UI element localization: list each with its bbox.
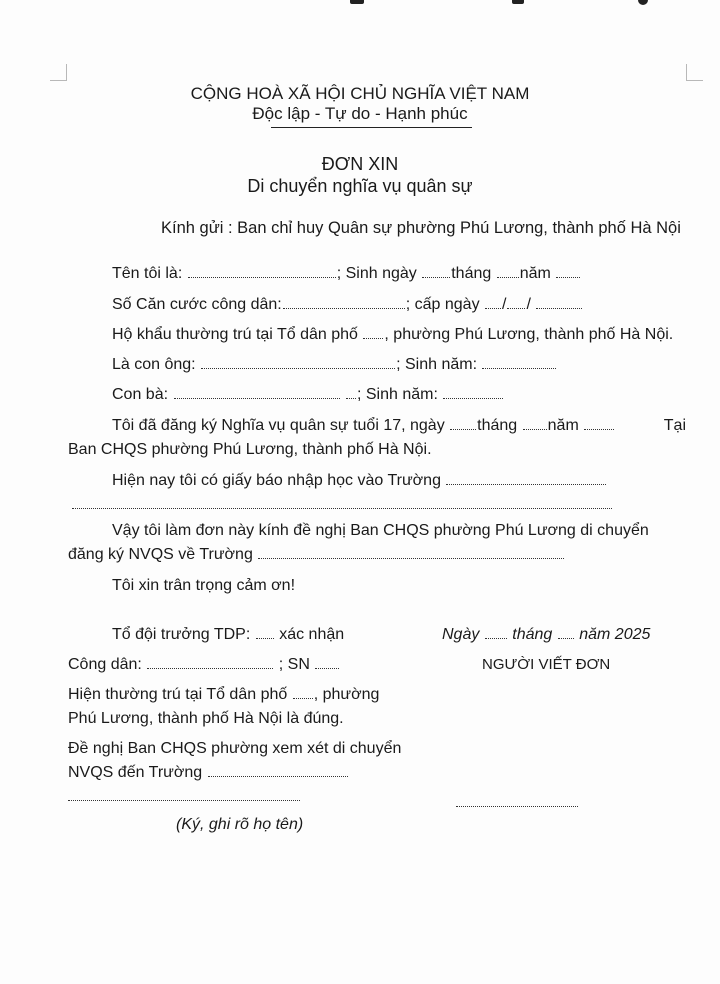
sn-label: ; SN [278, 656, 310, 673]
motto: Độc lập - Tự do - Hạnh phúc [252, 104, 468, 123]
residence-prefix: Hộ khẩu thường trú tại Tổ dân phố [112, 326, 358, 343]
confirm-label: xác nhận [279, 626, 345, 643]
form-subtitle: Di chuyển nghĩa vụ quân sự [247, 176, 473, 196]
confirm-residence-prefix: Hiện thường trú tại Tổ dân phố [68, 686, 288, 703]
request-line-2 [68, 546, 565, 564]
suggest-line-2 [68, 764, 349, 782]
suggest-line-2-text: NVQS đến Trường [68, 764, 203, 781]
admission-text: Hiện nay tôi có giấy báo nhập học vào Trường [112, 472, 441, 489]
crop-mark-left [50, 64, 67, 81]
recipient-line: Kính gửi : Ban chỉ huy Quân sự phường Phú Lương, thành phố Hà Nội [161, 219, 681, 237]
date-day-blank[interactable] [485, 637, 507, 639]
thanks-line: Tôi xin trân trọng cảm ơn! [112, 577, 296, 594]
national-title: CỘNG HOÀ XÃ HỘI CHỦ NGHĨA VIỆT NAM [190, 84, 530, 103]
dob-month-blank[interactable] [497, 276, 519, 278]
suggest-school-blank[interactable] [208, 775, 348, 777]
date-line [442, 626, 650, 644]
slash-2: / [526, 296, 531, 313]
registered-day-blank[interactable] [450, 428, 476, 430]
registered-month-blank[interactable] [523, 428, 547, 430]
mother-year-label: ; Sinh năm: [356, 386, 438, 403]
name-line [112, 265, 581, 283]
citizen-blank[interactable] [147, 667, 273, 669]
slash-1: / [502, 296, 507, 313]
father-year-blank[interactable] [482, 367, 556, 369]
sign-note: (Ký, ghi rõ họ tên) [176, 816, 304, 833]
confirm-residence-line-2: Phú Lương, thành phố Hà Nội là đúng. [68, 710, 344, 727]
citizen-line [68, 656, 340, 674]
top-edge-mark [350, 0, 364, 4]
admission-school-blank[interactable] [446, 483, 606, 485]
motto-underline [271, 127, 472, 128]
registered-line-2: Ban CHQS phường Phú Lương, thành phố Hà Nội. [68, 441, 432, 458]
father-label: Là con ông: [112, 356, 196, 373]
registered-line-1 [112, 417, 686, 435]
leader-blank[interactable] [256, 637, 274, 639]
id-blank[interactable] [283, 307, 405, 309]
issue-year-blank[interactable] [536, 307, 582, 309]
request-line-1: Vậy tôi làm đơn này kính đề nghị Ban CHQS phường Phú Lương di chuyển [112, 522, 649, 539]
date-month-blank[interactable] [558, 637, 574, 639]
dob-month-label: tháng [451, 265, 492, 282]
registered-month-label: tháng [477, 417, 518, 434]
residence-group-blank[interactable] [363, 337, 383, 339]
leader-label: Tổ đội trưởng TDP: [112, 626, 251, 643]
sn-blank[interactable] [315, 667, 339, 669]
top-edge-mark [638, 0, 648, 5]
id-line [112, 296, 583, 314]
father-line [112, 356, 557, 374]
date-year-label: năm 2025 [579, 626, 651, 643]
name-label: Tên tôi là: [112, 265, 183, 282]
signer-title: NGƯỜI VIẾT ĐƠN [482, 656, 611, 673]
date-day-label: Ngày [442, 626, 480, 643]
mother-label: Con bà: [112, 386, 169, 403]
mother-blank[interactable] [174, 397, 340, 399]
issue-label: ; cấp ngày [405, 296, 480, 313]
mother-blank-2[interactable] [346, 397, 356, 399]
issue-month-blank[interactable] [507, 307, 525, 309]
date-month-label: tháng [512, 626, 553, 643]
dob-day-blank[interactable] [422, 276, 450, 278]
name-blank[interactable] [188, 276, 336, 278]
confirm-residence-blank[interactable] [293, 697, 313, 699]
leader-signature-blank[interactable] [68, 800, 300, 801]
request-line-2-text: đăng ký NVQS về Trường [68, 546, 253, 563]
mother-line [112, 386, 504, 404]
form-title: ĐƠN XIN [321, 154, 399, 174]
father-blank[interactable] [201, 367, 395, 369]
residence-line [112, 326, 673, 344]
request-school-blank[interactable] [258, 557, 564, 559]
signer-signature-blank[interactable] [456, 806, 578, 807]
issue-day-blank[interactable] [485, 307, 501, 309]
registered-year-blank[interactable] [584, 428, 614, 430]
confirm-residence-suffix: , phường [313, 686, 380, 703]
top-edge-mark [512, 0, 524, 4]
admission-continuation-blank[interactable] [72, 508, 612, 509]
citizen-label: Công dân: [68, 656, 142, 673]
dob-year-blank[interactable] [556, 276, 580, 278]
registered-at-label: Tại [663, 417, 686, 434]
registered-prefix: Tôi đã đăng ký Nghĩa vụ quân sự tuổi 17, ngày [112, 417, 445, 434]
mother-year-blank[interactable] [443, 397, 503, 399]
dob-label: ; Sinh ngày [336, 265, 417, 282]
dob-year-label: năm [519, 265, 551, 282]
confirm-residence-line-1 [68, 686, 379, 704]
father-year-label: ; Sinh năm: [396, 356, 478, 373]
residence-suffix: , phường Phú Lương, thành phố Hà Nội. [384, 326, 674, 343]
admission-line [112, 472, 607, 490]
crop-mark-right [686, 64, 703, 81]
leader-line [112, 626, 344, 644]
suggest-line-1: Đề nghị Ban CHQS phường xem xét di chuyển [68, 740, 402, 757]
id-label: Số Căn cước công dân: [112, 296, 282, 313]
registered-year-label: năm [547, 417, 579, 434]
